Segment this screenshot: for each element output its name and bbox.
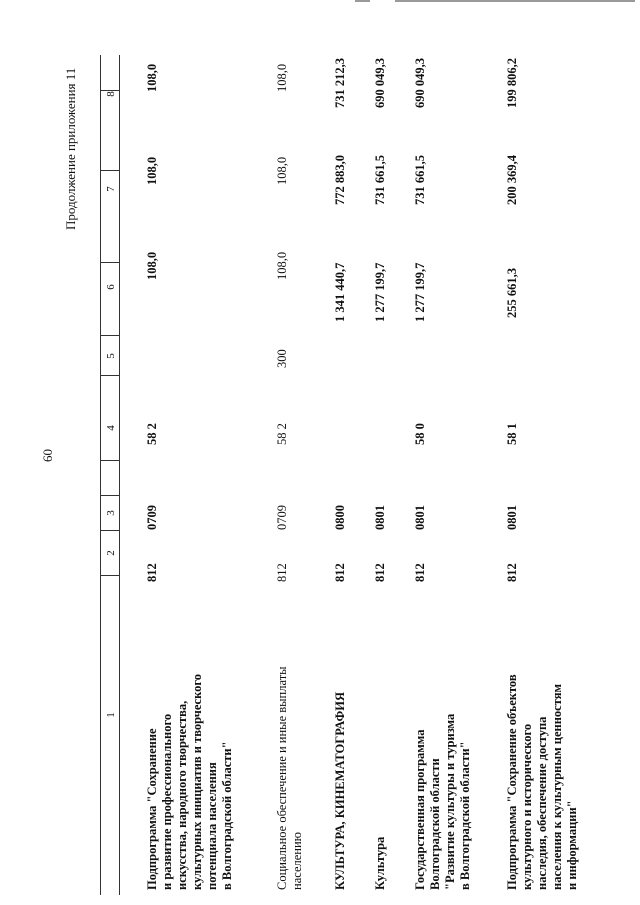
cell-col4: 58 2 — [275, 423, 289, 445]
column-header: 8 — [105, 91, 117, 97]
cell-col3: 0709 — [145, 505, 159, 530]
cell-col5: 300 — [275, 349, 289, 368]
cell-col6: 108,0 — [145, 251, 159, 280]
cell-col2: 812 — [275, 563, 289, 582]
row-name: КУЛЬТУРА, КИНЕМАТОГРАФИЯ — [333, 692, 347, 890]
cell-col7: 108,0 — [275, 156, 289, 185]
header-divider — [101, 375, 120, 376]
cell-col2: 812 — [145, 563, 159, 582]
row-name: Культура — [373, 836, 387, 890]
column-header: 4 — [105, 425, 117, 431]
header-top-border — [100, 55, 101, 895]
cell-col6: 1 277 199,7 — [413, 262, 427, 322]
cell-col4: 58 0 — [413, 423, 427, 445]
header-divider — [101, 170, 120, 171]
cell-col3: 0801 — [413, 505, 427, 530]
cell-col2: 812 — [413, 563, 427, 582]
cell-col3: 0801 — [505, 505, 519, 530]
row-name: Государственная программа Волгоградской области "Развитие культуры и туризма в Волгоградской области" — [413, 713, 472, 890]
cell-col2: 812 — [333, 563, 347, 582]
cell-col4: 58 1 — [505, 423, 519, 445]
header-divider — [101, 262, 120, 263]
header-divider — [101, 495, 120, 496]
page-number: 60 — [40, 449, 55, 462]
cell-col3: 0801 — [373, 505, 387, 530]
scan-artifact-line — [355, 0, 370, 2]
column-header: 6 — [105, 284, 117, 290]
cell-col7: 108,0 — [145, 156, 159, 185]
scan-artifact-line — [395, 0, 635, 2]
cell-col8: 690 049,3 — [373, 58, 387, 108]
row-name: Социальное обеспечение и иные выплаты населению — [275, 666, 304, 890]
cell-col6: 108,0 — [275, 251, 289, 280]
cell-col4: 58 2 — [145, 423, 159, 445]
cell-col7: 200 369,4 — [505, 155, 519, 205]
header-divider — [101, 575, 120, 576]
cell-col3: 0800 — [333, 505, 347, 530]
cell-col6: 255 661,3 — [505, 268, 519, 318]
row-name: Подпрограмма "Сохранение объектов культурного и исторического наследия, обеспечение доступа населения к культурным ценностям и информации" — [505, 674, 579, 890]
header-divider — [101, 335, 120, 336]
cell-col8: 690 049,3 — [413, 58, 427, 108]
cell-col2: 812 — [505, 563, 519, 582]
cell-col7: 731 661,5 — [373, 155, 387, 205]
row-name: Подпрограмма "Сохранение и развитие профессионального искусства, народного творчества, культурных инициатив и творческого потенциала населения в Волгоградской области" — [145, 673, 234, 890]
column-header: 7 — [105, 186, 117, 192]
cell-col8: 199 806,2 — [505, 58, 519, 108]
cell-col6: 1 277 199,7 — [373, 262, 387, 322]
cell-col2: 812 — [373, 563, 387, 582]
header-divider — [101, 460, 120, 461]
column-header: 3 — [105, 510, 117, 516]
cell-col8: 108,0 — [145, 63, 159, 92]
cell-col7: 772 883,0 — [333, 155, 347, 205]
cell-col7: 731 661,5 — [413, 155, 427, 205]
column-header: 5 — [105, 353, 117, 359]
cell-col3: 0709 — [275, 505, 289, 530]
header-divider — [101, 530, 120, 531]
appendix-caption: Продолжение приложения 11 — [63, 67, 78, 230]
column-header: 2 — [105, 550, 117, 556]
cell-col8: 108,0 — [275, 63, 289, 92]
column-header: 1 — [105, 712, 117, 718]
cell-col6: 1 341 440,7 — [333, 262, 347, 322]
cell-col8: 731 212,3 — [333, 58, 347, 108]
